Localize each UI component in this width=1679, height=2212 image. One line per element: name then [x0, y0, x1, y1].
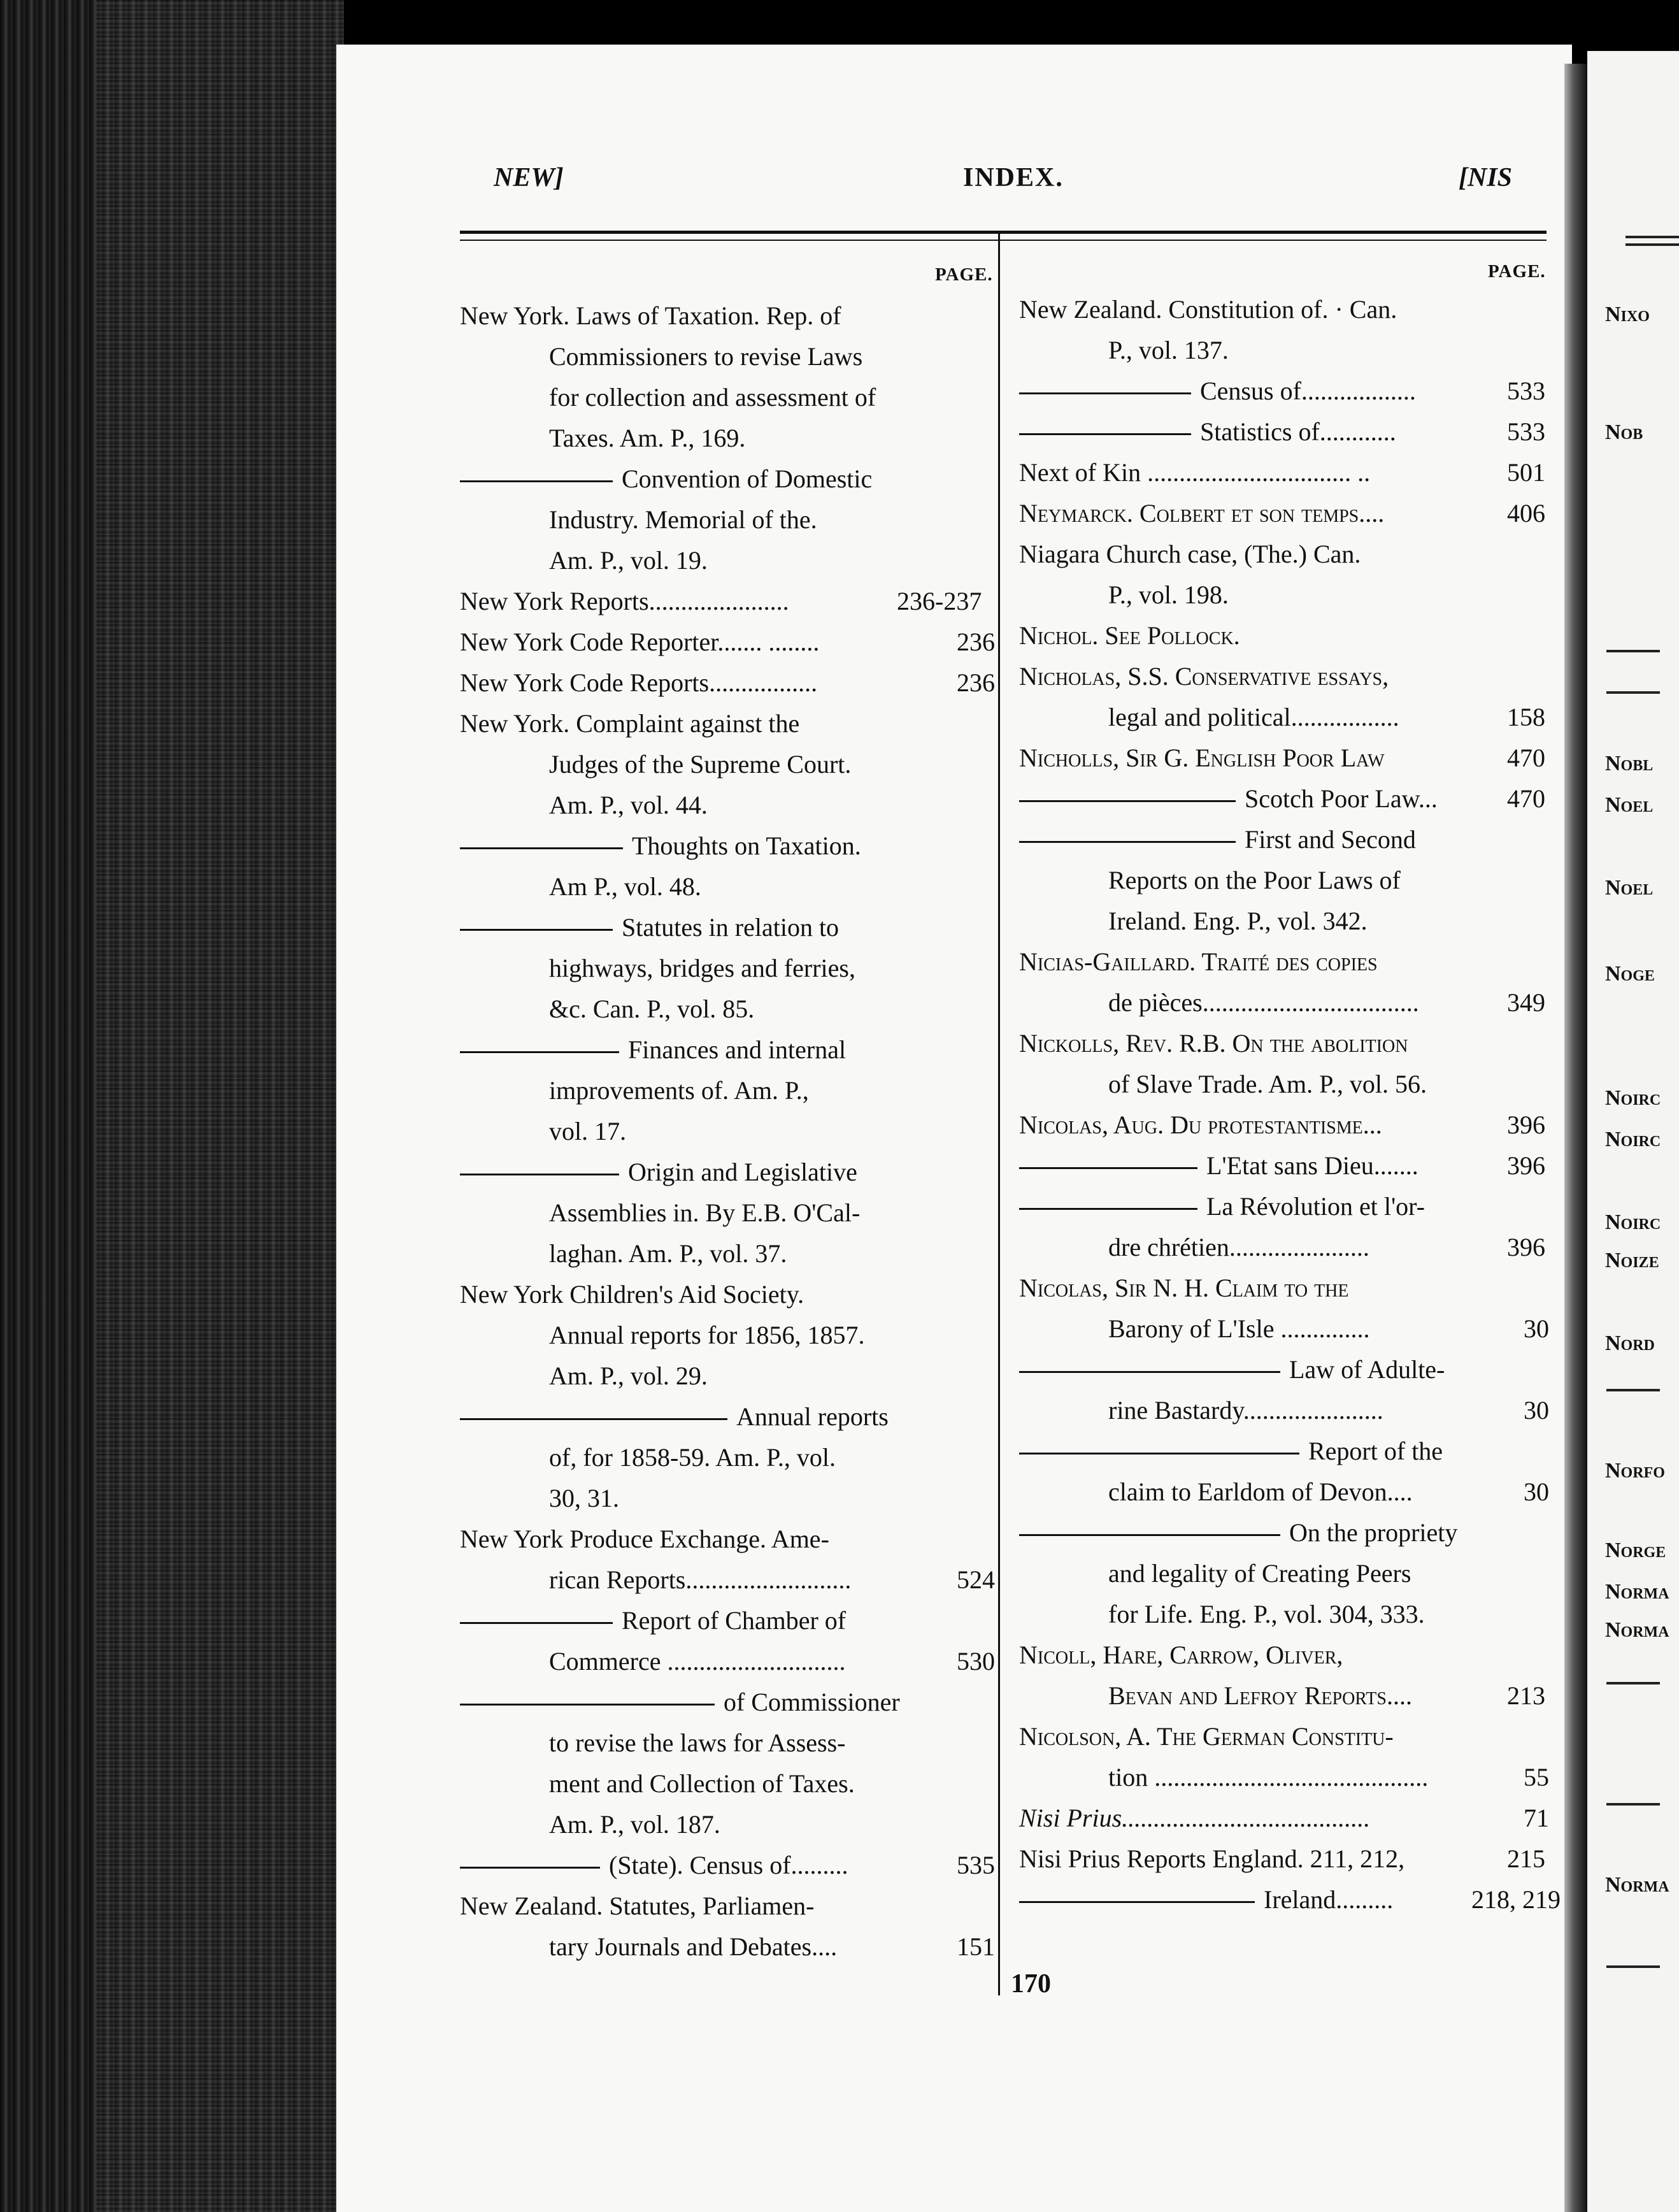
index-subentry-text: Annual reports — [736, 1402, 889, 1431]
index-entry-cont: Assemblies in. By E.B. O'Cal- — [549, 1198, 861, 1227]
index-entry-cont: to revise the laws for Assess- — [549, 1728, 846, 1757]
index-subentry — [1019, 1879, 1393, 1920]
running-head-left: NEW] — [494, 163, 564, 192]
next-page-dash — [1606, 1389, 1660, 1391]
page-number: 30 — [1524, 1396, 1549, 1425]
index-entry: New York. Complaint against the — [460, 709, 800, 738]
index-subentry — [1019, 819, 1416, 860]
page-number: 30 — [1524, 1477, 1549, 1506]
index-entry-cont: improvements of. Am. P., — [549, 1076, 809, 1105]
next-page-headword: Noize — [1605, 1249, 1659, 1272]
index-entry: Nickolls, Rev. R.B. On the abolition — [1019, 1029, 1408, 1058]
index-entry: Nicholls, Sir G. English Poor Law — [1019, 743, 1385, 772]
index-subentry-text: Scotch Poor Law... — [1245, 784, 1438, 813]
ditto-dash — [1019, 392, 1191, 394]
index-subentry — [1019, 1146, 1418, 1186]
ditto-dash — [460, 1418, 727, 1420]
index-subentry-text: L'Etat sans Dieu....... — [1206, 1151, 1418, 1180]
index-subentry-text: Report of Chamber of — [622, 1606, 847, 1635]
index-subentry-text: La Révolution et l'or- — [1206, 1192, 1425, 1221]
book-spine-texture — [96, 0, 344, 2212]
page-folio: 170 — [1011, 1969, 1051, 1999]
index-subentry-text: Statutes in relation to — [622, 913, 840, 942]
page-number: 396 — [1507, 1233, 1545, 1261]
ditto-dash — [1019, 433, 1191, 435]
page-column-label: PAGE. — [935, 264, 993, 285]
index-subentry-text: of Commissioner — [724, 1688, 900, 1716]
index-entry: Nichol. See Pollock. — [1019, 621, 1240, 650]
ditto-dash — [460, 929, 613, 931]
index-entry-cont: 30, 31. — [549, 1484, 619, 1512]
next-page-headword: Noel — [1605, 793, 1654, 817]
next-page-rule — [1625, 243, 1679, 246]
index-subentry — [460, 907, 839, 948]
index-entry-cont: highways, bridges and ferries, — [549, 954, 855, 982]
page-number: 535 — [957, 1851, 995, 1879]
index-entry-cont: of, for 1858-59. Am. P., vol. — [549, 1443, 836, 1472]
index-entry-cont: dre chrétien...................... — [1108, 1233, 1369, 1261]
index-entry: Niagara Church case, (The.) Can. — [1019, 540, 1361, 568]
index-entry-cont: Commerce ............................ — [549, 1647, 846, 1676]
index-entry: New York. Laws of Taxation. Rep. of — [460, 301, 841, 330]
ditto-dash — [460, 847, 623, 849]
index-entry: Nicolson, A. The German Constitu- — [1019, 1722, 1394, 1751]
index-subentry-text: Origin and Legislative — [628, 1158, 857, 1186]
index-subentry — [1019, 1512, 1457, 1553]
index-entry-cont: Reports on the Poor Laws of — [1108, 866, 1401, 894]
next-page-headword: Noge — [1605, 962, 1655, 986]
next-page-headword: Norfo — [1605, 1459, 1665, 1483]
next-page-headword: Nobl — [1605, 752, 1654, 775]
index-entry: New York Code Reporter....... ........ — [460, 628, 820, 656]
page-number: 524 — [957, 1565, 995, 1594]
next-page-headword: Norma — [1605, 1580, 1669, 1604]
ditto-dash — [1019, 800, 1236, 802]
ditto-dash — [1019, 1208, 1197, 1210]
index-entry-cont: ment and Collection of Taxes. — [549, 1769, 855, 1798]
index-entry-cont: claim to Earldom of Devon.... — [1108, 1477, 1413, 1506]
index-entry: Nicoll, Hare, Carrow, Oliver, — [1019, 1641, 1343, 1669]
page-number: 236 — [957, 668, 995, 697]
page-number: 236-237 — [897, 587, 982, 615]
next-page-dash — [1606, 650, 1660, 652]
index-subentry — [1019, 371, 1416, 412]
page-number: 151 — [957, 1932, 995, 1961]
index-subentry — [1019, 1349, 1445, 1390]
page-column-label: PAGE. — [1488, 261, 1546, 282]
ditto-dash — [460, 480, 613, 482]
page-number: 71 — [1524, 1804, 1549, 1832]
header-rule-thick — [460, 231, 1547, 234]
index-entry-cont: rican Reports.......................... — [549, 1565, 852, 1594]
page-number: 530 — [957, 1647, 995, 1676]
page-number: 396 — [1507, 1110, 1545, 1139]
index-entry-cont: and legality of Creating Peers — [1108, 1559, 1411, 1588]
index-subentry-text: Convention of Domestic — [622, 464, 873, 493]
running-head-right: [NIS — [1459, 163, 1513, 192]
page-number: 470 — [1507, 784, 1545, 813]
next-page-dash — [1606, 1803, 1660, 1806]
next-page-fragment — [1587, 51, 1679, 2212]
index-entry: Nicias-Gaillard. Traité des copies — [1019, 947, 1378, 976]
index-entry-cont: &c. Can. P., vol. 85. — [549, 995, 755, 1023]
index-entry: New Zealand. Statutes, Parliamen- — [460, 1892, 815, 1920]
next-page-rule — [1625, 236, 1679, 238]
next-page-headword: Noel — [1605, 876, 1654, 900]
index-entry-cont: P., vol. 198. — [1108, 580, 1229, 609]
index-entry-cont: Am. P., vol. 187. — [549, 1810, 720, 1839]
index-entry-cont: Commissioners to revise Laws — [549, 342, 863, 371]
index-entry-cont: Bevan and Lefroy Reports.... — [1108, 1681, 1412, 1710]
running-head-title: INDEX. — [963, 163, 1064, 192]
page-number: 501 — [1507, 458, 1545, 487]
next-page-headword: Nord — [1605, 1332, 1655, 1355]
next-page-headword: Norge — [1605, 1539, 1666, 1562]
index-entry-cont: vol. 17. — [549, 1117, 627, 1146]
page-number: 158 — [1507, 703, 1545, 731]
index-entry: Nicholas, S.S. Conservative essays, — [1019, 662, 1389, 691]
page-number: 396 — [1507, 1151, 1545, 1180]
page-number: 30 — [1524, 1314, 1549, 1343]
ditto-dash — [460, 1622, 613, 1624]
page-number: 215 — [1507, 1844, 1545, 1873]
index-subentry — [1019, 1186, 1425, 1227]
index-entry-cont: Am. P., vol. 19. — [549, 546, 708, 575]
index-subentry — [460, 1152, 857, 1193]
ditto-dash — [1019, 1371, 1280, 1373]
index-entry-cont: Industry. Memorial of the. — [549, 505, 817, 534]
index-subentry — [460, 1845, 848, 1886]
index-subentry — [460, 459, 872, 499]
index-entry-cont: de pièces.................................. — [1108, 988, 1419, 1017]
index-subentry-text: First and Second — [1245, 825, 1416, 854]
index-subentry — [1019, 1431, 1443, 1472]
page-number: 533 — [1507, 377, 1545, 405]
ditto-dash — [460, 1051, 619, 1053]
next-page-dash — [1606, 1682, 1660, 1684]
index-entry-cont: Judges of the Supreme Court. — [549, 750, 852, 779]
index-entry: New York Code Reports................. — [460, 668, 818, 697]
ditto-dash — [1019, 1453, 1299, 1454]
page-number: 55 — [1524, 1763, 1549, 1792]
page-number: 470 — [1507, 743, 1545, 772]
page-number: 236 — [957, 628, 995, 656]
next-page-headword: Noirc — [1605, 1128, 1661, 1151]
index-entry-cont: Am. P., vol. 44. — [549, 791, 708, 819]
index-entry: Next of Kin ................................ .. — [1019, 458, 1371, 487]
index-entry-cont: tion ........................................... — [1108, 1763, 1429, 1792]
index-entry-cont: Am P., vol. 48. — [549, 872, 701, 901]
index-subentry — [1019, 779, 1438, 819]
index-subentry — [460, 826, 861, 866]
next-page-dash — [1606, 1965, 1660, 1968]
next-page-headword: Norma — [1605, 1618, 1669, 1642]
index-entry: New York Children's Aid Society. — [460, 1280, 804, 1309]
page-number: 533 — [1507, 417, 1545, 446]
index-entry-cont: legal and political................. — [1108, 703, 1399, 731]
index-entry: New York Reports...................... — [460, 587, 789, 615]
ditto-dash — [1019, 1167, 1197, 1169]
index-subentry — [460, 1682, 900, 1723]
index-subentry-text: Ireland......... — [1264, 1885, 1394, 1914]
index-entry-cont: Annual reports for 1856, 1857. — [549, 1321, 865, 1349]
page-number: 218, 219 — [1471, 1885, 1561, 1914]
index-subentry-text: (State). Census of......... — [609, 1851, 848, 1879]
index-entry: Nicolas, Sir N. H. Claim to the — [1019, 1274, 1349, 1302]
next-page-headword: Noirc — [1605, 1086, 1661, 1110]
index-entry: Nicolas, Aug. Du protestantisme... — [1019, 1110, 1382, 1139]
index-entry: Nisi Prius Reports England. 211, 212, — [1019, 1844, 1405, 1873]
ditto-dash — [1019, 1901, 1255, 1903]
column-divider — [998, 231, 1000, 1995]
index-subentry-text: Law of Adulte- — [1289, 1355, 1445, 1384]
page-edge-shadow — [1564, 64, 1587, 2212]
next-page-headword: Nixo — [1605, 303, 1650, 326]
index-entry: New York Produce Exchange. Ame- — [460, 1525, 829, 1553]
index-entry-cont: Barony of L'Isle .............. — [1108, 1314, 1370, 1343]
index-subentry-text: Finances and internal — [628, 1035, 847, 1064]
next-page-headword: Norma — [1605, 1873, 1669, 1897]
index-subentry-text: Report of the — [1308, 1437, 1443, 1465]
index-subentry — [460, 1600, 846, 1641]
index-entry-cont: P., vol. 137. — [1108, 336, 1229, 364]
index-entry: Neymarck. Colbert et son temps.... — [1019, 499, 1385, 528]
index-entry-cont: Taxes. Am. P., 169. — [549, 424, 746, 452]
index-subentry-text: Thoughts on Taxation. — [632, 831, 861, 860]
page-number: 406 — [1507, 499, 1545, 528]
ditto-dash — [1019, 1534, 1280, 1536]
index-entry-cont: of Slave Trade. Am. P., vol. 56. — [1108, 1070, 1427, 1098]
index-subentry-text: Statistics of............ — [1200, 417, 1396, 446]
ditto-dash — [460, 1704, 715, 1706]
next-page-dash — [1606, 691, 1660, 694]
next-page-headword: Nob — [1605, 420, 1643, 444]
header-rule-thin — [460, 240, 1547, 241]
index-subentry — [460, 1397, 889, 1437]
next-page-headword: Noirc — [1605, 1210, 1661, 1234]
index-subentry-text: On the propriety — [1289, 1518, 1458, 1547]
index-entry-cont: for collection and assessment of — [549, 383, 876, 412]
index-entry-cont: Ireland. Eng. P., vol. 342. — [1108, 907, 1368, 935]
ditto-dash — [1019, 841, 1236, 843]
ditto-dash — [460, 1174, 619, 1175]
index-entry-cont: Am. P., vol. 29. — [549, 1361, 708, 1390]
index-entry-cont: for Life. Eng. P., vol. 304, 333. — [1108, 1600, 1425, 1628]
index-entry-cont: laghan. Am. P., vol. 37. — [549, 1239, 787, 1268]
ditto-dash — [460, 1867, 600, 1869]
index-entry: New Zealand. Constitution of. · Can. — [1019, 295, 1397, 324]
index-entry: Nisi Prius....................................... — [1019, 1804, 1371, 1832]
index-subentry — [460, 1030, 846, 1070]
index-entry-cont: rine Bastardy...................... — [1108, 1396, 1383, 1425]
page-number: 349 — [1507, 988, 1545, 1017]
index-subentry-text: Census of.................. — [1200, 377, 1416, 405]
index-subentry — [1019, 412, 1396, 452]
page-number: 213 — [1507, 1681, 1545, 1710]
index-entry-cont: tary Journals and Debates.... — [549, 1932, 838, 1961]
